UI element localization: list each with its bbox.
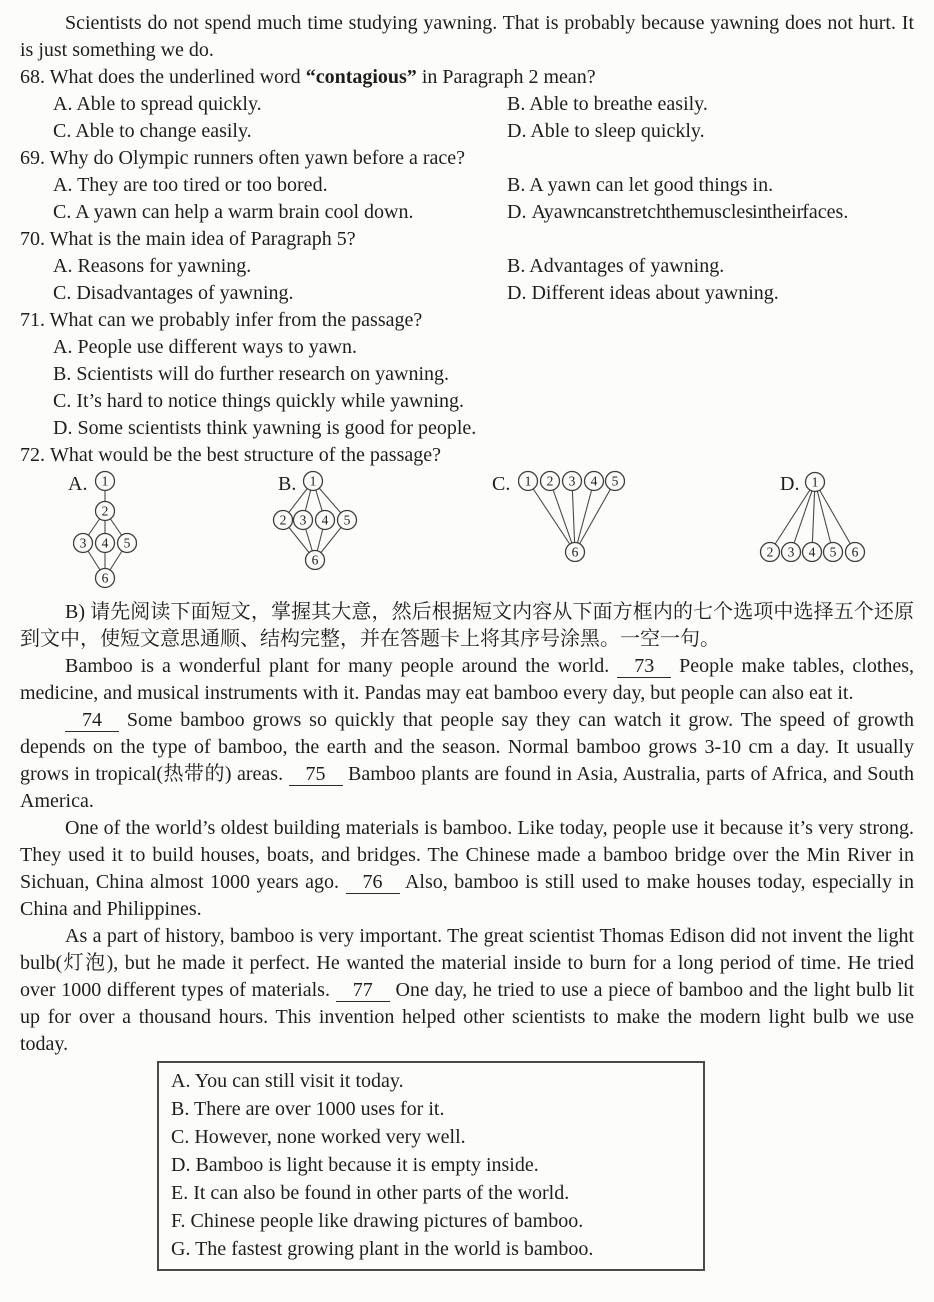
q69-option-d [507, 199, 914, 226]
node-6: 6 [311, 552, 319, 568]
box-option-a [171, 1067, 693, 1095]
option-label: B. [507, 174, 526, 196]
q70-option-d [507, 280, 914, 307]
stem-pre: What does the underlined word [49, 66, 306, 88]
passage-paragraph-1 [20, 653, 914, 707]
q72-structure-diagrams [20, 469, 914, 599]
q69-option-c [53, 199, 507, 226]
diagram-a-label: A. [68, 473, 88, 495]
option-label: D. [53, 417, 73, 439]
node-6: 6 [851, 544, 859, 560]
section-b-instructions [20, 599, 914, 653]
q70-option-b [507, 253, 914, 280]
option-label: C. [53, 282, 72, 304]
question-number: 71. [20, 309, 45, 331]
passage-text: Bamboo is a wonderful plant for many people around the world. [65, 655, 610, 677]
option-text: Able to sleep quickly. [530, 120, 705, 142]
option-label: G. [171, 1238, 191, 1260]
q68-option-c [53, 118, 507, 145]
box-option-f [171, 1207, 693, 1235]
node-1: 1 [101, 473, 109, 489]
q71-option-d [53, 415, 914, 442]
node-2: 2 [279, 512, 287, 528]
question-number: 69. [20, 147, 45, 169]
question-number: 72. [20, 444, 45, 466]
option-label: F. [171, 1210, 186, 1232]
q70-options [20, 253, 914, 307]
q68-option-a [53, 91, 507, 118]
question-71-stem [20, 307, 914, 334]
option-text: Able to breathe easily. [529, 93, 708, 115]
box-option-e [171, 1179, 693, 1207]
option-label: C. [171, 1126, 190, 1148]
option-text: They are too tired or too bored. [77, 174, 328, 196]
blank-77: 77 [336, 980, 390, 1002]
option-label: B. [171, 1098, 190, 1120]
option-text: However, none worked very well. [194, 1126, 466, 1148]
question-text: What would be the best structure of the passage? [50, 444, 441, 466]
box-option-c [171, 1123, 693, 1151]
diagram-c-label: C. [492, 473, 511, 495]
option-label: B. [53, 363, 72, 385]
q68-option-d [507, 118, 914, 145]
blank-75: 75 [289, 764, 343, 786]
option-label: D. [507, 120, 527, 142]
question-text: What can we probably infer from the passage? [49, 309, 423, 331]
node-4: 4 [808, 544, 816, 560]
box-option-b [171, 1095, 693, 1123]
passage-text: Also, bamboo is still used to make houses today, especially in China and Philippines. [20, 871, 914, 920]
passage-paragraph-2 [20, 707, 914, 815]
option-text: Able to change easily. [75, 120, 252, 142]
question-68-stem [20, 64, 914, 91]
option-label: B. [507, 255, 526, 277]
option-label: A. [53, 255, 73, 277]
option-text: Disadvantages of yawning. [76, 282, 294, 304]
option-text: A yawn can help a warm brain cool down. [75, 201, 414, 223]
node-1: 1 [309, 473, 317, 489]
option-text: A yawn can stretch the muscles in their faces. [531, 201, 849, 223]
stem-bold-word: “contagious” [305, 66, 417, 88]
node-2: 2 [546, 473, 554, 489]
box-option-d [171, 1151, 693, 1179]
node-3: 3 [568, 473, 576, 489]
structure-diagram-b [270, 470, 360, 570]
node-4: 4 [590, 473, 598, 489]
node-5: 5 [829, 544, 837, 560]
stem-post: in Paragraph 2 mean? [416, 66, 596, 88]
structure-diagram-d [758, 470, 868, 562]
node-2: 2 [101, 503, 109, 519]
option-text: Different ideas about yawning. [531, 282, 779, 304]
q69-option-b [507, 172, 914, 199]
q70-option-c [53, 280, 507, 307]
node-1: 1 [811, 474, 819, 490]
option-label: D. [507, 282, 527, 304]
option-text: Reasons for yawning. [77, 255, 252, 277]
q71-options [20, 334, 914, 442]
option-text: Some scientists think yawning is good for people. [77, 417, 477, 439]
option-text: Advantages of yawning. [529, 255, 725, 277]
question-text [50, 66, 596, 88]
node-1: 1 [524, 473, 532, 489]
node-5: 5 [343, 512, 351, 528]
option-label: B. [507, 93, 526, 115]
question-number: 70. [20, 228, 45, 250]
option-label: A. [53, 336, 73, 358]
option-label: D. [171, 1154, 191, 1176]
question-text: What is the main idea of Paragraph 5? [49, 228, 356, 250]
q71-option-b [53, 361, 914, 388]
node-5: 5 [611, 473, 619, 489]
node-3: 3 [79, 535, 87, 551]
structure-diagram-c [518, 470, 628, 562]
question-69 [20, 145, 914, 226]
question-72 [20, 442, 914, 599]
node-6: 6 [101, 570, 109, 586]
option-label: D. [507, 201, 527, 223]
q68-options [20, 91, 914, 145]
passage-text: One of the world’s oldest building materials is bamboo. Like today, people use it because it’s very strong. They used it to build houses, boats, and bridges. The Chinese made a bamboo bridge over the Min River in Sichuan, China almost 1000 years ago. [20, 817, 914, 893]
q69-option-a [53, 172, 507, 199]
section-b-label: B) [65, 601, 85, 623]
option-label: E. [171, 1182, 189, 1204]
node-2: 2 [766, 544, 774, 560]
question-number: 68. [20, 66, 45, 88]
box-option-g [171, 1235, 693, 1263]
option-text: Able to spread quickly. [76, 93, 262, 115]
passage-text: Bamboo plants are found in Asia, Australia, parts of Africa, and South America. [20, 763, 914, 812]
option-label: A. [53, 93, 73, 115]
node-5: 5 [123, 535, 131, 551]
question-71 [20, 307, 914, 442]
question-68 [20, 64, 914, 145]
option-text: You can still visit it today. [194, 1070, 404, 1092]
passage-text: One day, he tried to use a piece of bamboo and the light bulb lit up for over a thousand hours. This invention helped other scientists to make the modern light bulb we use today. [20, 979, 915, 1055]
blank-74: 74 [65, 710, 119, 732]
node-3: 3 [299, 512, 307, 528]
option-label: A. [53, 174, 73, 196]
answer-options-box [157, 1061, 705, 1271]
passage-paragraph-4 [20, 923, 914, 1058]
question-72-stem [20, 442, 914, 469]
option-text: There are over 1000 uses for it. [193, 1098, 445, 1120]
node-3: 3 [787, 544, 795, 560]
diagram-d-label: D. [780, 473, 800, 495]
option-text: Chinese people like drawing pictures of bamboo. [190, 1210, 584, 1232]
option-text: It’s hard to notice things quickly while yawning. [76, 390, 465, 412]
option-label: C. [53, 201, 72, 223]
option-label: C. [53, 390, 72, 412]
q70-option-a [53, 253, 507, 280]
node-4: 4 [321, 512, 329, 528]
passage-text: Some bamboo grows so quickly that people say they can watch it grow. The speed of growth depends on the type of bamboo, the earth and the season. Normal bamboo grows 3-10 cm a day. It usually grows in tropical(热带的) areas. [20, 709, 915, 785]
question-70 [20, 226, 914, 307]
option-label: C. [53, 120, 72, 142]
q68-option-b [507, 91, 914, 118]
blank-73: 73 [617, 656, 671, 678]
structure-diagram-a [73, 470, 137, 599]
option-text: The fastest growing plant in the world is bamboo. [195, 1238, 594, 1260]
option-text: People use different ways to yawn. [77, 336, 358, 358]
section-b-text: 请先阅读下面短文，掌握其大意，然后根据短文内容从下面方框内的七个选项中选择五个还原到文中，使短文意思通顺、结构完整，并在答题卡上将其序号涂黑。一空一句。 [20, 601, 915, 650]
option-text: It can also be found in other parts of the world. [193, 1182, 570, 1204]
option-label: A. [171, 1070, 191, 1092]
question-69-stem [20, 145, 914, 172]
passage-text: As a part of history, bamboo is very important. The great scientist Thomas Edison did not invent the light bulb(灯泡), but he made it perfect. He wanted the material inside to burn for a long period of time. He tried over 1000 different types of materials. [20, 925, 914, 1001]
diagram-b-label: B. [278, 473, 297, 495]
option-text: Scientists will do further research on yawning. [76, 363, 450, 385]
node-6: 6 [571, 544, 579, 560]
question-text: Why do Olympic runners often yawn before a race? [49, 147, 466, 169]
passage-text: People make tables, clothes, medicine, and musical instruments with it. Pandas may eat bamboo every day, but people can also eat it. [20, 655, 915, 704]
blank-76: 76 [346, 872, 400, 894]
q71-option-a [53, 334, 914, 361]
q69-options [20, 172, 914, 226]
node-4: 4 [101, 535, 109, 551]
passage-paragraph-3 [20, 815, 914, 923]
option-text: A yawn can let good things in. [529, 174, 774, 196]
question-70-stem [20, 226, 914, 253]
option-text: Bamboo is light because it is empty inside. [195, 1154, 539, 1176]
q71-option-c [53, 388, 914, 415]
intro-paragraph: Scientists do not spend much time studying yawning. That is probably because yawning does not hurt. It is just something we do. [20, 12, 914, 61]
